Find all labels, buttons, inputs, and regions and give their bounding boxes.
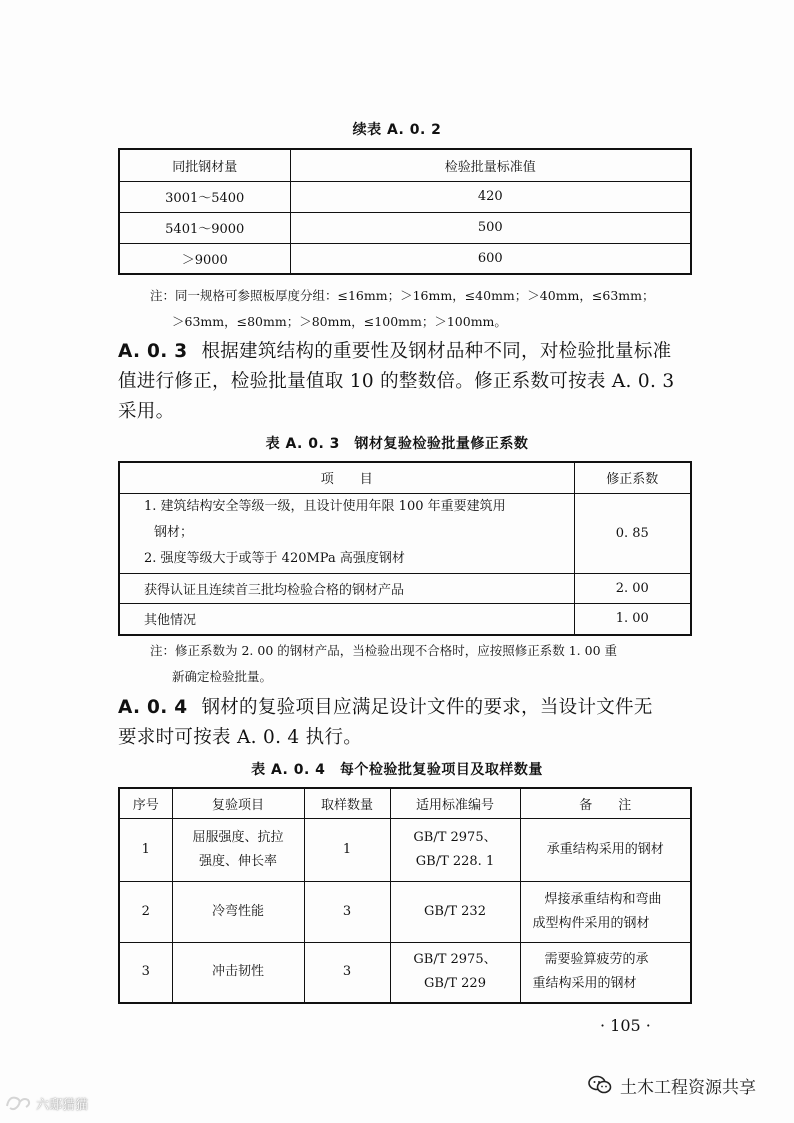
- clause-text: 钢材的复验项目应满足设计文件的要求，当设计文件无: [201, 697, 653, 718]
- row-qty: 3: [304, 942, 390, 1003]
- table-header: 检验批量标准值: [290, 149, 691, 181]
- row-qty: 3: [304, 881, 390, 942]
- table-a02-note: [150, 283, 654, 335]
- cell-line: 钢材；: [154, 525, 194, 540]
- table-cell: ＞9000: [119, 243, 290, 274]
- cell-line: 1. 建筑结构安全等级一级，且设计使用年限 100 年重要建筑用: [144, 499, 506, 514]
- clause-text: 采用。: [118, 401, 175, 422]
- table-row: [119, 881, 691, 942]
- brand-logo-icon: [4, 1092, 32, 1114]
- table-header: 取样数量: [304, 788, 390, 818]
- row-number: 3: [119, 942, 172, 1003]
- table-a04: [118, 787, 692, 1004]
- row-qty: 1: [304, 818, 390, 881]
- watermark-text: 土木工程资源共享: [620, 1077, 756, 1098]
- row-standard: [390, 942, 520, 1003]
- table-cell: 2. 00: [574, 573, 691, 603]
- row-item: 冷弯性能: [172, 881, 304, 942]
- table-a03-note: [150, 638, 617, 690]
- table-a03: [118, 461, 692, 636]
- row-standard: [390, 818, 520, 881]
- row-item: 冲击韧性: [172, 942, 304, 1003]
- table-header: 同批钢材量: [119, 149, 290, 181]
- table-header: 项 目: [119, 462, 574, 493]
- row-remark: [520, 942, 691, 1003]
- cell-line: 屈服强度、抗拉: [192, 829, 284, 845]
- table-header: 备 注: [520, 788, 691, 818]
- clause-number: A. 0. 3: [118, 341, 188, 362]
- table-a03-caption: 表 A. 0. 3 钢材复验检验批量修正系数: [265, 436, 529, 452]
- table-cell: 其他情况: [119, 603, 574, 635]
- table-header: 适用标准编号: [390, 788, 520, 818]
- cell-line: GB/T 2975、: [413, 829, 497, 845]
- page-number: · 105 ·: [600, 1016, 651, 1035]
- cell-line: 需要验算疲劳的承: [544, 952, 649, 968]
- table-row: [119, 942, 691, 1003]
- clause-text: 要求时可按表 A. 0. 4 执行。: [118, 727, 363, 748]
- table-header: 序号: [119, 788, 172, 818]
- cell-line: 2. 强度等级大于或等于 420MPa 高强度钢材: [144, 551, 405, 566]
- table-cell: 500: [290, 212, 691, 243]
- table-cell: 5401～9000: [119, 212, 290, 243]
- note-line: ＞63mm，≤80mm；＞80mm，≤100mm；＞100mm。: [172, 314, 507, 329]
- cell-line: GB/T 228. 1: [415, 853, 495, 869]
- watermark-right: [588, 1070, 778, 1100]
- table-cell: 420: [290, 181, 691, 212]
- watermark-left: [4, 1092, 88, 1114]
- row-remark: [520, 881, 691, 942]
- cell-line: 强度、伸长率: [198, 853, 277, 869]
- table-a02: [118, 148, 692, 275]
- row-number: 1: [119, 818, 172, 881]
- table-header: 修正系数: [574, 462, 691, 493]
- note-line: 注：同一规格可参照板厚度分组：≤16mm；＞16mm，≤40mm；＞40mm，≤63mm；: [150, 288, 655, 303]
- row-remark: [520, 818, 691, 881]
- row-number: 2: [119, 881, 172, 942]
- clause-a03: [118, 337, 698, 427]
- note-line: 新确定检验批量。: [172, 669, 273, 684]
- clause-text: 根据建筑结构的重要性及钢材品种不同，对检验批量标准: [201, 341, 672, 362]
- clause-a04: [118, 693, 698, 753]
- table-header: 复验项目: [172, 788, 304, 818]
- table-cell: 600: [290, 243, 691, 274]
- cell-line: 成型构件采用的钢材: [532, 915, 650, 931]
- watermark-text: 六邸猎猫: [36, 1097, 89, 1113]
- table-a04-caption: 表 A. 0. 4 每个检验批复验项目及取样数量: [251, 762, 543, 778]
- table-cell: [119, 493, 574, 573]
- table-cell: 获得认证且连续首三批均检验合格的钢材产品: [119, 573, 574, 603]
- table-cell: 1. 00: [574, 603, 691, 635]
- chat-bubbles-icon: [588, 1074, 612, 1096]
- cell-line: GB/T 229: [424, 976, 486, 992]
- table-row: [119, 818, 691, 881]
- table-a02-caption: 续表 A. 0. 2: [352, 122, 442, 138]
- cell-line: 焊接承重结构和弯曲: [544, 891, 662, 907]
- clause-number: A. 0. 4: [118, 697, 188, 718]
- row-item: [172, 818, 304, 881]
- table-cell: 3001～5400: [119, 181, 290, 212]
- cell-line: 承重结构采用的钢材: [546, 841, 664, 857]
- cell-line: 重结构采用的钢材: [532, 976, 637, 992]
- row-standard: GB/T 232: [390, 881, 520, 942]
- cell-line: GB/T 2975、: [413, 952, 497, 968]
- note-line: 注：修正系数为 2. 00 的钢材产品，当检验出现不合格时，应按照修正系数 1. 00 重: [150, 643, 618, 658]
- table-cell: 0. 85: [574, 493, 691, 573]
- clause-text: 值进行修正，检验批量值取 10 的整数倍。修正系数可按表 A. 0. 3: [118, 371, 675, 392]
